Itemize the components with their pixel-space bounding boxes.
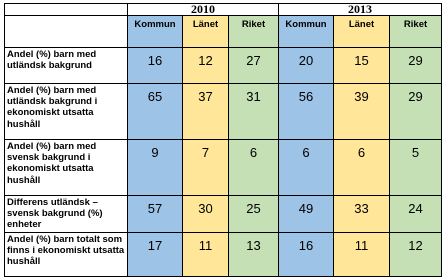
- value-cell: 31: [229, 84, 279, 140]
- value-cell: 57: [128, 196, 183, 233]
- value-cell: 11: [183, 233, 229, 277]
- year-header-row: [5, 4, 442, 16]
- column-header-lanet-2010: Länet: [183, 16, 229, 48]
- value-cell: 6: [229, 140, 279, 196]
- corner-cell: [5, 4, 128, 16]
- value-cell: 49: [279, 196, 334, 233]
- value-cell: 16: [128, 48, 183, 84]
- value-cell: 39: [334, 84, 390, 140]
- value-cell: 12: [183, 48, 229, 84]
- value-cell: 65: [128, 84, 183, 140]
- value-cell: 29: [390, 84, 442, 140]
- header-blank-cell: [5, 16, 128, 48]
- value-cell: 24: [390, 196, 442, 233]
- value-cell: 7: [183, 140, 229, 196]
- column-header-kommun-2010: Kommun: [128, 16, 183, 48]
- table-row: [5, 140, 442, 196]
- statistics-table: [4, 3, 442, 277]
- column-header-riket-2013: Riket: [390, 16, 442, 48]
- table-row: [5, 196, 442, 233]
- column-header-kommun-2013: Kommun: [279, 16, 334, 48]
- row-label: Andel (%) barn med svensk bakgrund i ekonomiskt utsatta hushåll: [5, 140, 128, 196]
- value-cell: 5: [390, 140, 442, 196]
- table-row: [5, 84, 442, 140]
- row-label: Differens utländsk – svensk bakgrund (%) enheter: [5, 196, 128, 233]
- value-cell: 29: [390, 48, 442, 84]
- row-label: Andel (%) barn totalt som finns i ekonomiskt utsatta hushåll: [5, 233, 128, 277]
- row-label: Andel (%) barn med utländsk bakgrund i ekonomiskt utsatta hushåll: [5, 84, 128, 140]
- value-cell: 12: [390, 233, 442, 277]
- row-label: Andel (%) barn med utländsk bakgrund: [5, 48, 128, 84]
- value-cell: 6: [334, 140, 390, 196]
- value-cell: 15: [334, 48, 390, 84]
- table-row: [5, 233, 442, 277]
- value-cell: 37: [183, 84, 229, 140]
- table-row: [5, 48, 442, 84]
- value-cell: 17: [128, 233, 183, 277]
- value-cell: 9: [128, 140, 183, 196]
- column-header-lanet-2013: Länet: [334, 16, 390, 48]
- value-cell: 20: [279, 48, 334, 84]
- column-header-riket-2010: Riket: [229, 16, 279, 48]
- value-cell: 6: [279, 140, 334, 196]
- value-cell: 27: [229, 48, 279, 84]
- value-cell: 56: [279, 84, 334, 140]
- value-cell: 30: [183, 196, 229, 233]
- year-header-2010: 2010: [128, 4, 279, 16]
- value-cell: 13: [229, 233, 279, 277]
- value-cell: 33: [334, 196, 390, 233]
- value-cell: 16: [279, 233, 334, 277]
- value-cell: 11: [334, 233, 390, 277]
- value-cell: 25: [229, 196, 279, 233]
- column-header-row: [5, 16, 442, 48]
- year-header-2013: 2013: [279, 4, 442, 16]
